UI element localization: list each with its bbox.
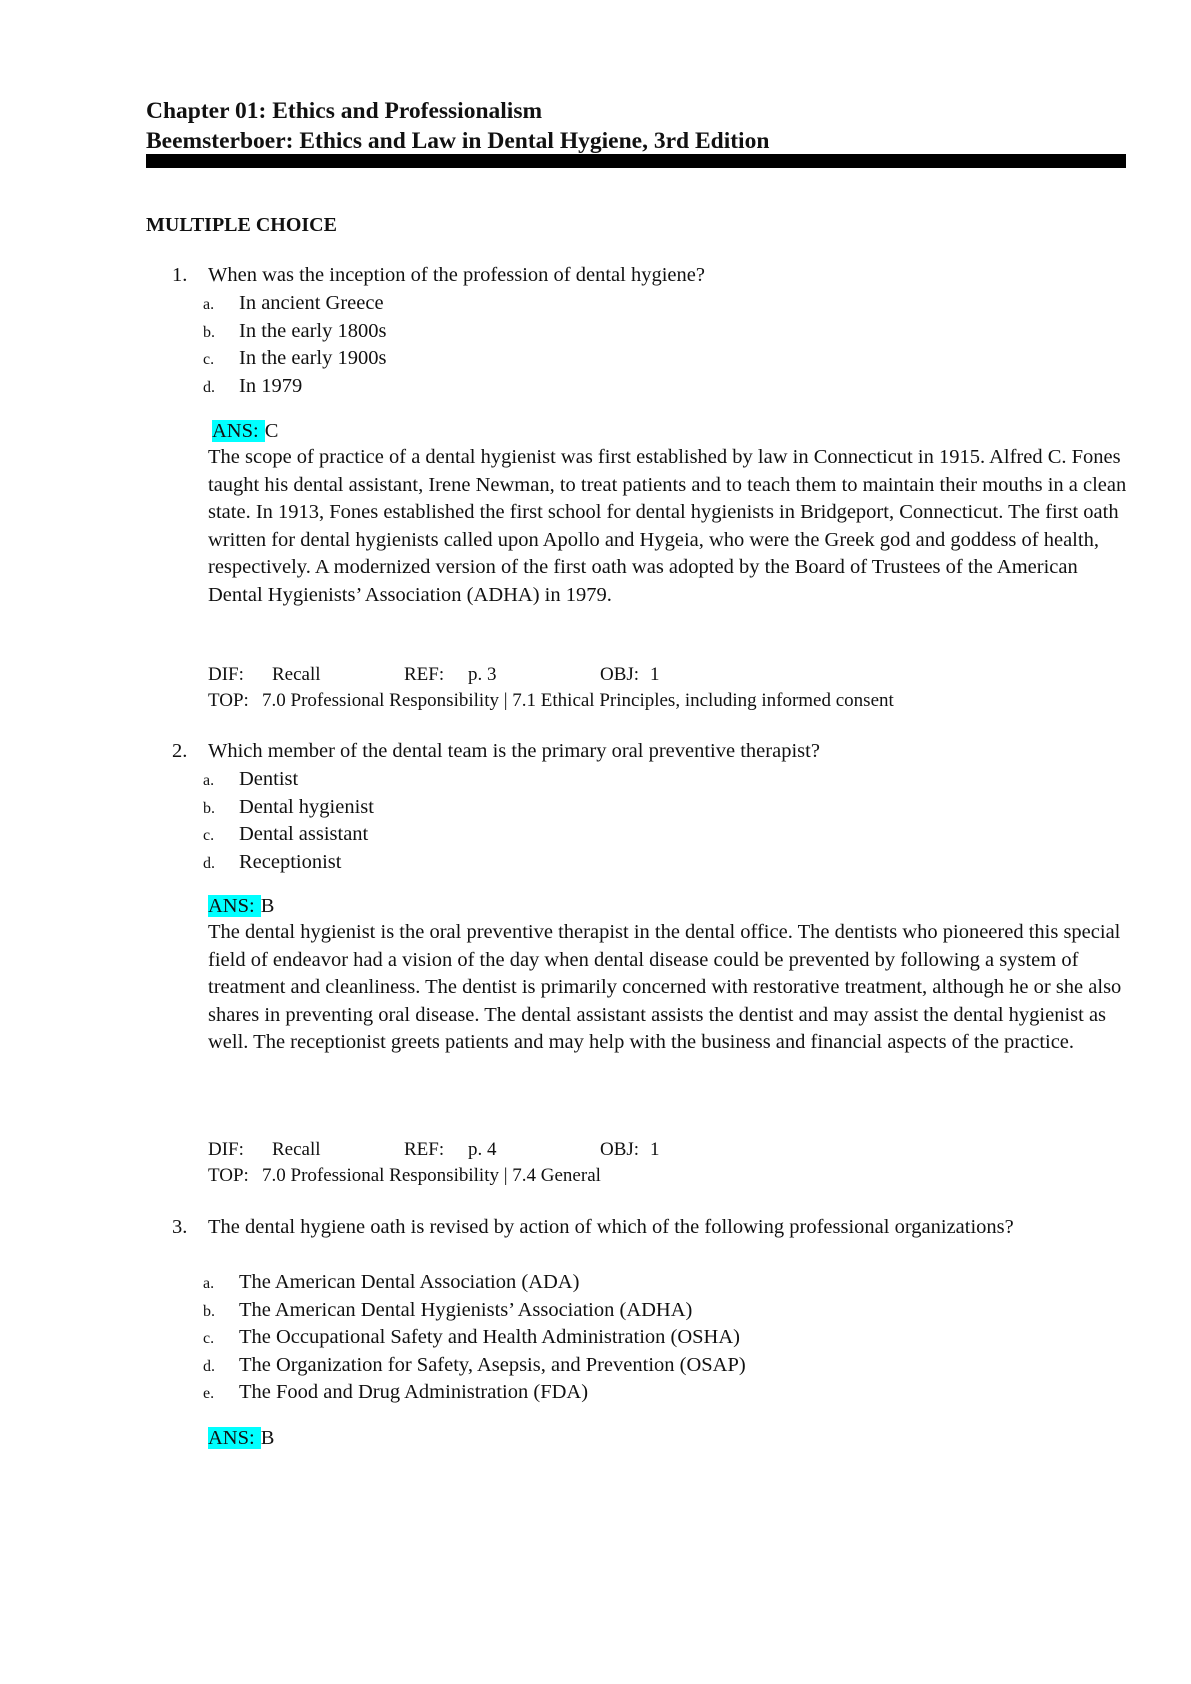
choice-letter: e. bbox=[203, 1385, 215, 1402]
choice-a bbox=[196, 1269, 746, 1297]
choice-letter: d. bbox=[203, 854, 215, 872]
dif-label: DIF: bbox=[208, 664, 244, 685]
book-title: Beemsterboer: Ethics and Law in Dental Hygiene, 3rd Edition bbox=[146, 128, 770, 154]
choice-text: The Food and Drug Administration (FDA) bbox=[239, 1381, 589, 1403]
answer-value: C bbox=[264, 420, 279, 442]
question-number: 2. bbox=[172, 740, 188, 762]
ref-value: p. 3 bbox=[468, 664, 497, 685]
choice-text: The American Dental Hygienists’ Association (ADHA) bbox=[239, 1298, 693, 1321]
choice-letter: d. bbox=[203, 1357, 215, 1375]
obj-label: OBJ: bbox=[600, 1139, 640, 1160]
rationale: The dental hygienist is the oral preventive therapist in the dental office. The dentists who pioneered this special field of endeavor had a vision of the day when dental disease could be prevented by following a system of treatment and cleanliness. The dentist is primarily concerned with restorative treatment, although he or she also shares in preventing oral disease. The dental assistant assists the dentist and may assist the dental hygienist as well. The receptionist greets patients and may help with the business and financial aspects of the practice. bbox=[208, 921, 1122, 1054]
top-label: TOP: bbox=[208, 690, 249, 711]
choice-list bbox=[196, 290, 386, 400]
choice-text: The American Dental Association (ADA) bbox=[239, 1271, 580, 1293]
top-label: TOP: bbox=[208, 1165, 249, 1186]
choice-list bbox=[196, 766, 374, 876]
choice-text: The Occupational Safety and Health Administration (OSHA) bbox=[239, 1326, 740, 1348]
top-value: 7.0 Professional Responsibility | 7.4 General bbox=[262, 1165, 601, 1186]
topic-line bbox=[208, 1163, 601, 1189]
top-value: 7.0 Professional Responsibility | 7.1 Ethical Principles, including informed consent bbox=[262, 690, 894, 711]
question-text: The dental hygiene oath is revised by action of which of the following professional organizations? bbox=[208, 1216, 1014, 1238]
answer-value: B bbox=[260, 1427, 275, 1449]
choice-letter: c. bbox=[203, 1330, 215, 1347]
question-text: Which member of the dental team is the primary oral preventive therapist? bbox=[208, 740, 820, 762]
ref-label: REF: bbox=[404, 664, 445, 685]
choice-text: In 1979 bbox=[239, 374, 303, 397]
topic-line bbox=[208, 688, 894, 714]
choice-d bbox=[196, 373, 386, 401]
choice-a bbox=[196, 766, 374, 794]
choice-letter: c. bbox=[203, 827, 215, 844]
choice-c bbox=[196, 821, 374, 849]
choice-text: In ancient Greece bbox=[239, 292, 384, 314]
question-text: When was the inception of the profession of dental hygiene? bbox=[208, 264, 705, 286]
choice-text: In the early 1900s bbox=[239, 347, 387, 369]
choice-text: Dental assistant bbox=[239, 823, 369, 845]
choice-letter: c. bbox=[203, 351, 215, 368]
choice-letter: b. bbox=[203, 1302, 215, 1320]
answer-label: ANS: bbox=[212, 420, 265, 442]
choice-letter: d. bbox=[203, 378, 215, 396]
choice-letter: a. bbox=[203, 772, 215, 789]
meta-line bbox=[208, 1137, 660, 1163]
choice-letter: a. bbox=[203, 296, 215, 313]
obj-value: 1 bbox=[650, 664, 660, 685]
choice-text: Dental hygienist bbox=[239, 795, 374, 818]
choice-c bbox=[196, 1324, 746, 1352]
dif-label: DIF: bbox=[208, 1139, 244, 1160]
ref-label: REF: bbox=[404, 1139, 445, 1160]
dif-value: Recall bbox=[272, 1139, 321, 1160]
obj-label: OBJ: bbox=[600, 664, 640, 685]
choice-text: Receptionist bbox=[239, 850, 342, 873]
choice-letter: b. bbox=[203, 799, 215, 817]
choice-b bbox=[196, 318, 386, 346]
question-number: 3. bbox=[172, 1216, 188, 1238]
answer-line bbox=[208, 893, 274, 919]
choice-letter: b. bbox=[203, 323, 215, 341]
answer-line bbox=[208, 1425, 274, 1451]
answer-label: ANS: bbox=[208, 895, 261, 917]
header-rule bbox=[146, 154, 1126, 168]
rationale: The scope of practice of a dental hygienist was first established by law in Connecticut in 1915. Alfred C. Fones taught his dental assistant, Irene Newman, to treat patients and to teach them to maintain their mouths in a clean state. In 1913, Fones established the first school for dental hygienists in Bridgeport, Connecticut. The first oath written for dental hygienists called upon Apollo and Hygeia, who were the Greek god and goddess of health, respectively. A modernized version of the first oath was adopted by the Board of Trustees of the American Dental Hygienists’ Association (ADHA) in 1979. bbox=[208, 446, 1127, 606]
dif-value: Recall bbox=[272, 664, 321, 685]
choice-text: Dentist bbox=[239, 768, 299, 790]
chapter-title: Chapter 01: Ethics and Professionalism bbox=[146, 98, 543, 124]
choice-b bbox=[196, 794, 374, 822]
choice-text: In the early 1800s bbox=[239, 319, 387, 342]
answer-line bbox=[212, 418, 278, 444]
choice-d bbox=[196, 849, 374, 877]
answer-value: B bbox=[260, 895, 275, 917]
section-heading: MULTIPLE CHOICE bbox=[146, 214, 337, 236]
choice-a bbox=[196, 290, 386, 318]
choice-text: The Organization for Safety, Asepsis, and Prevention (OSAP) bbox=[239, 1353, 746, 1376]
choice-list bbox=[196, 1269, 746, 1407]
obj-value: 1 bbox=[650, 1139, 660, 1160]
ref-value: p. 4 bbox=[468, 1139, 497, 1160]
choice-d bbox=[196, 1352, 746, 1380]
choice-e bbox=[196, 1379, 746, 1407]
choice-letter: a. bbox=[203, 1275, 215, 1292]
answer-label: ANS: bbox=[208, 1427, 261, 1449]
choice-c bbox=[196, 345, 386, 373]
meta-line bbox=[208, 662, 660, 688]
choice-b bbox=[196, 1297, 746, 1325]
document-header bbox=[146, 96, 1125, 156]
question-number: 1. bbox=[172, 264, 188, 286]
